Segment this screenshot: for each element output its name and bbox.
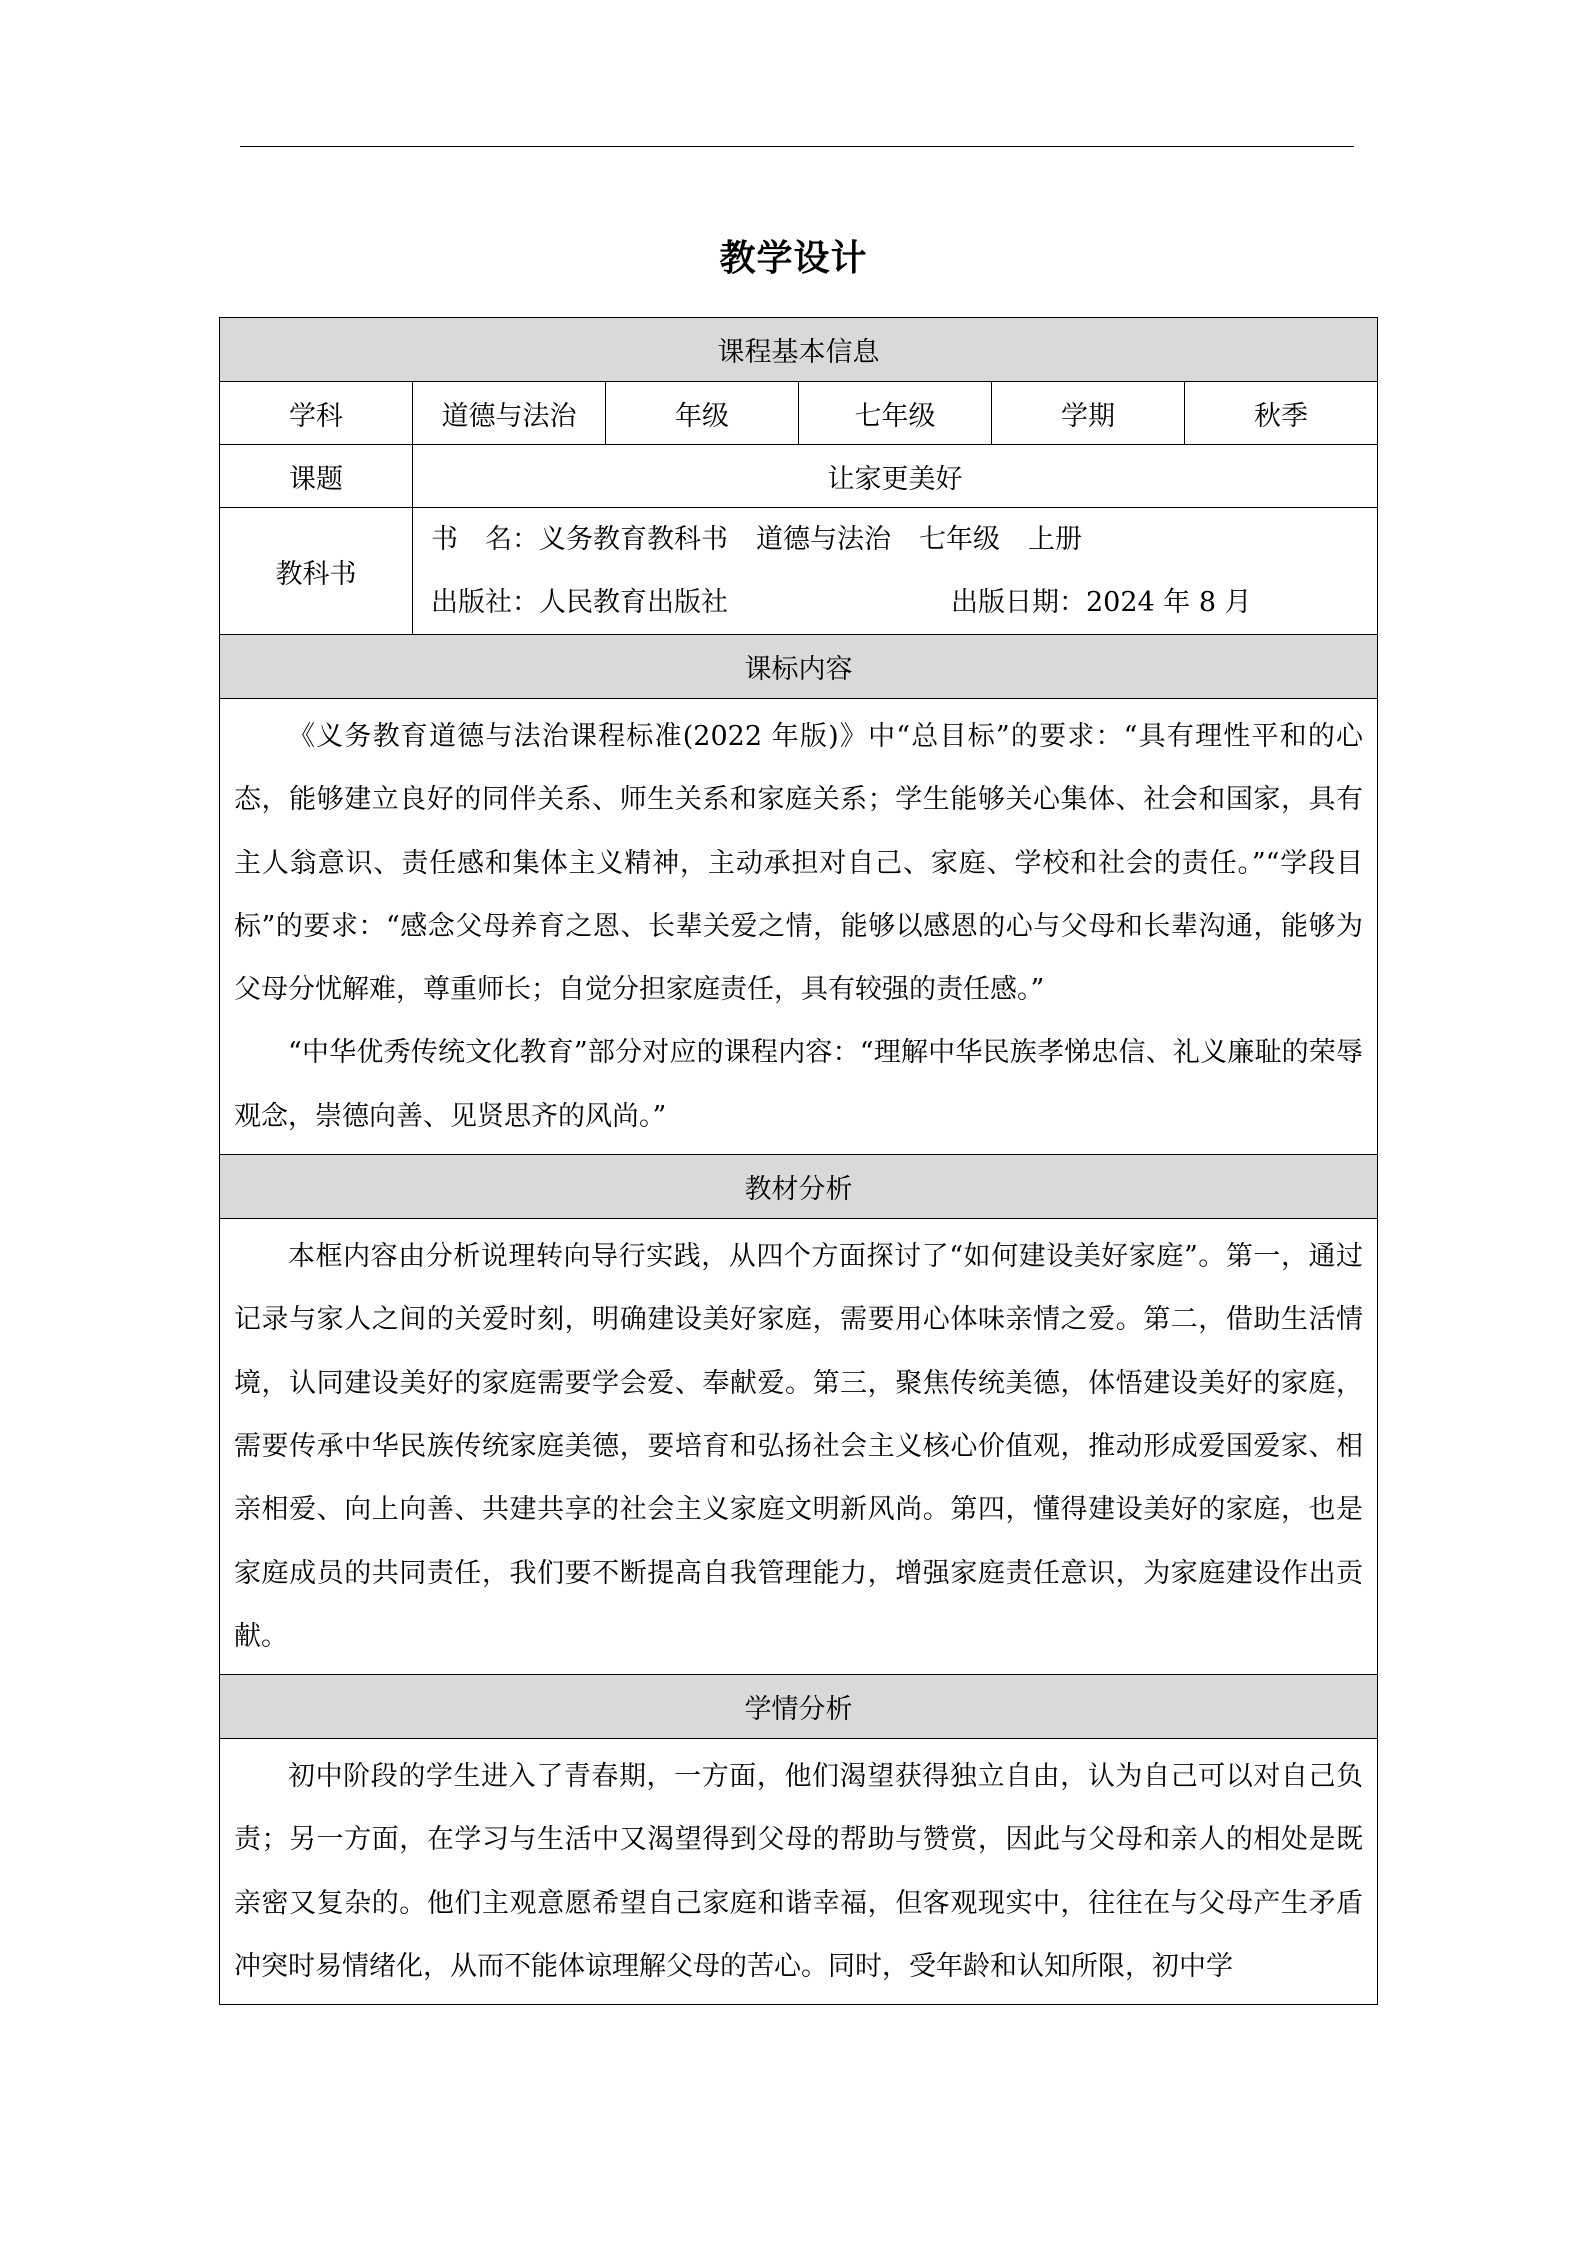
standards-heading-row	[220, 635, 1378, 699]
textbook-name-label: 书 名：	[431, 524, 539, 555]
semester-label: 学期	[992, 382, 1185, 445]
textbook-row	[220, 508, 1378, 635]
grade-value: 七年级	[799, 382, 992, 445]
standards-paragraph: “中华优秀传统文化教育”部分对应的课程内容：“理解中华民族孝悌忠信、礼义廉耻的荣辱观念，崇德向善、见贤思齐的风尚。”	[234, 1037, 1364, 1132]
topic-row	[220, 445, 1378, 508]
textbook-name-grade: 七年级	[919, 524, 1000, 555]
subject-value: 道德与法治	[413, 382, 606, 445]
textbook-name-series: 义务教育教科书	[539, 524, 728, 555]
material-content-row	[220, 1219, 1378, 1675]
header-rule	[240, 146, 1354, 147]
grade-label: 年级	[606, 382, 799, 445]
textbook-publisher-line	[431, 571, 1359, 634]
material-paragraph: 本框内容由分析说理转向导行实践，从四个方面探讨了“如何建设美好家庭”。第一，通过记录与家人之间的关爱时刻，明确建设美好家庭，需要用心体味亲情之爱。第二，借助生活情境，认同建设美好的家庭需要学会爱、奉献爱。第三，聚焦传统美德，体悟建设美好的家庭，需要传承中华民族传统家庭美德，要培育和弘扬社会主义核心价值观，推动形成爱国爱家、相亲相爱、向上向善、共建共享的社会主义家庭文明新风尚。第四，懂得建设美好的家庭，也是家庭成员的共同责任，我们要不断提高自我管理能力，增强家庭责任意识，为家庭建设作出贡献。	[234, 1241, 1364, 1652]
student-heading-row	[220, 1675, 1378, 1739]
teaching-design-table	[219, 317, 1378, 2005]
topic-value: 让家更美好	[413, 445, 1378, 508]
semester-value: 秋季	[1185, 382, 1378, 445]
publish-date-label: 出版日期：	[951, 587, 1086, 618]
material-heading-row	[220, 1155, 1378, 1219]
publisher-label: 出版社：	[431, 587, 539, 618]
standards-content	[220, 699, 1378, 1155]
publish-date-value: 2024 年 8 月	[1086, 587, 1252, 618]
student-content-row	[220, 1739, 1378, 2005]
textbook-details	[413, 508, 1378, 635]
basic-info-heading: 课程基本信息	[220, 318, 1378, 382]
standards-paragraph: 《义务教育道德与法治课程标准(2022 年版)》中“总目标”的要求：“具有理性平和的心态，能够建立良好的同伴关系、师生关系和家庭关系；学生能够关心集体、社会和国家，具有主人翁意识、责任感和集体主义精神，主动承担对自己、家庭、学校和社会的责任。”“学段目标”的要求：“感念父母养育之恩、长辈关爱之情，能够以感恩的心与父母和长辈沟通，能够为父母分忧解难，尊重师长；自觉分担家庭责任，具有较强的责任感。”	[234, 721, 1364, 1006]
textbook-name-line	[431, 508, 1359, 571]
material-content	[220, 1219, 1378, 1675]
standards-content-row	[220, 699, 1378, 1155]
subject-row	[220, 382, 1378, 445]
textbook-name-volume: 上册	[1028, 524, 1082, 555]
standards-heading: 课标内容	[220, 635, 1378, 699]
publisher-value: 人民教育出版社	[539, 587, 728, 618]
document-title: 教学设计	[719, 237, 868, 279]
textbook-label: 教科书	[220, 508, 413, 635]
student-paragraph: 初中阶段的学生进入了青春期，一方面，他们渴望获得独立自由，认为自己可以对自己负责；另一方面，在学习与生活中又渴望得到父母的帮助与赞赏，因此与父母和亲人的相处是既亲密又复杂的。他们主观意愿希望自己家庭和谐幸福，但客观现实中，往往在与父母产生矛盾冲突时易情绪化，从而不能体谅理解父母的苦心。同时，受年龄和认知所限，初中学	[234, 1761, 1364, 1983]
textbook-name-subject: 道德与法治	[756, 524, 891, 555]
student-content	[220, 1739, 1378, 2005]
student-heading: 学情分析	[220, 1675, 1378, 1739]
topic-label: 课题	[220, 445, 413, 508]
material-heading: 教材分析	[220, 1155, 1378, 1219]
basic-info-heading-row	[220, 318, 1378, 382]
subject-label: 学科	[220, 382, 413, 445]
